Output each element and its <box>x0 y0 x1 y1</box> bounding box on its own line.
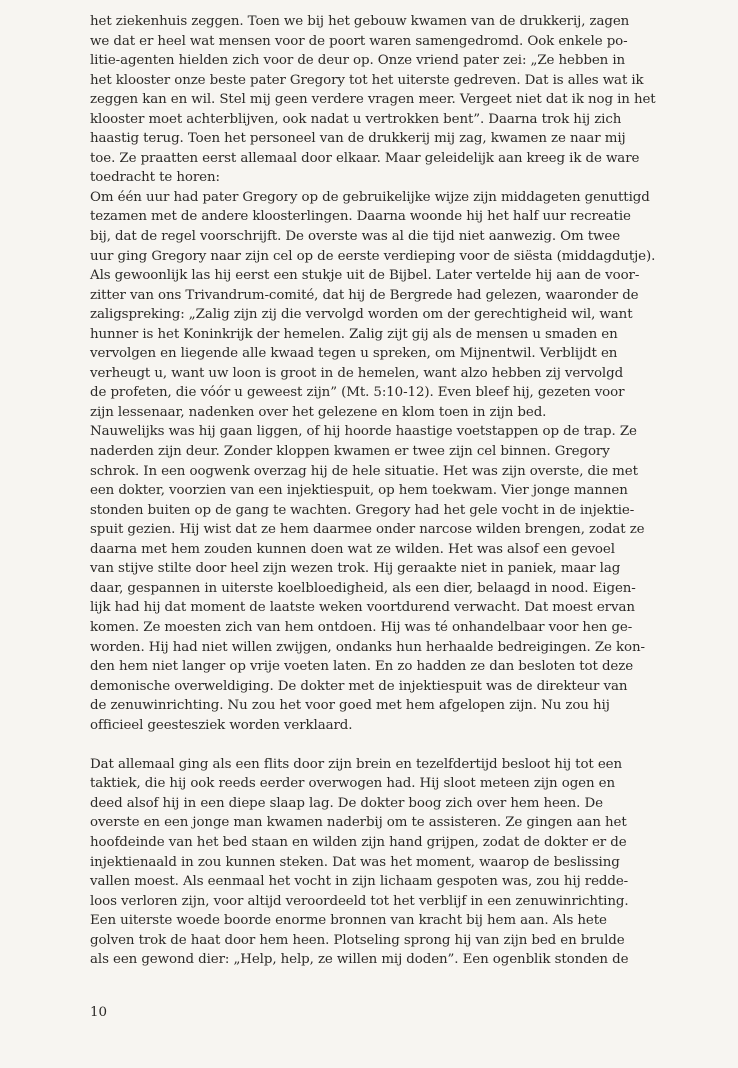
text-line: hoofdeinde van het bed staan en wilden zijn hand grijpen, zodat de dokter er de <box>90 834 627 850</box>
text-line: Een uiterste woede boorde enorme bronnen van kracht bij hem aan. Als hete <box>90 913 607 929</box>
paragraph <box>90 755 658 970</box>
text-line: stonden buiten op de gang te wachten. Gregory had het gele vocht in de injektie- <box>90 502 635 518</box>
text-line: hunner is het Koninkrijk der hemelen. Zalig zijt gij als de mensen u smaden en <box>90 326 618 342</box>
page-number: 10 <box>90 1005 108 1020</box>
text-line: den hem niet langer op vrije voeten laten. En zo hadden ze dan besloten tot deze <box>90 659 634 675</box>
text-line: daar, gespannen in uiterste koelbloedigheid, als een dier, belaagd in nood. Eigen- <box>90 580 636 596</box>
text-line: zaligspreking: „Zalig zijn zij die vervolgd worden om der gerechtigheid wil, want <box>90 307 633 323</box>
text-line: loos verloren zijn, voor altijd veroordeeld tot het verblijf in een zenuwinrichting. <box>90 893 629 909</box>
text-line: verheugt u, want uw loon is groot in de hemelen, want alzo hebben zij vervolgd <box>90 365 624 381</box>
text-line: vallen moest. Als eenmaal het vocht in zijn lichaam gespoten was, zou hij redde- <box>90 874 629 890</box>
text-line: worden. Hij had niet willen zwijgen, ondanks hun herhaalde bedreigingen. Ze kon- <box>90 639 645 655</box>
paragraph <box>90 188 658 423</box>
body-text <box>90 12 658 970</box>
paragraph <box>90 12 658 188</box>
text-line: uur ging Gregory naar zijn cel op de eerste verdieping voor de siësta (middagdutje). <box>90 248 656 264</box>
text-line: schrok. In een oogwenk overzag hij de hele situatie. Het was zijn overste, die met <box>90 463 638 479</box>
text-line: het ziekenhuis zeggen. Toen we bij het gebouw kwamen van de drukkerij, zagen <box>90 14 630 29</box>
text-line: als een gewond dier: „Help, help, ze willen mij doden”. Een ogenblik stonden de <box>90 952 629 968</box>
text-line: Nauwelijks was hij gaan liggen, of hij hoorde haastige voetstappen op de trap. Ze <box>90 424 637 440</box>
paragraph <box>90 422 658 735</box>
text-line: demonische overweldiging. De dokter met de injektiespuit was de direkteur van <box>90 678 628 694</box>
text-line: overste en een jonge man kwamen naderbij om te assisteren. Ze gingen aan het <box>90 815 627 831</box>
text-line: de zenuwinrichting. Nu zou het voor goed met hem afgelopen zijn. Nu zou hij <box>90 698 610 714</box>
text-line: lijk had hij dat moment de laatste weken voortdurend verwacht. Dat moest ervan <box>90 600 635 616</box>
text-line: het klooster onze beste pater Gregory tot het uiterste gedreven. Dat is alles wat ik <box>90 72 644 88</box>
text-line: zeggen kan en wil. Stel mij geen verdere vragen meer. Vergeet niet dat ik nog in het <box>90 92 656 108</box>
text-line: klooster moet achterblijven, ook nadat u vertrokken bent”. Daarna trok hij zich <box>90 111 622 127</box>
text-line: Als gewoonlijk las hij eerst een stukje uit de Bijbel. Later vertelde hij aan de voor- <box>90 268 640 284</box>
text-line: officieel geestesziek worden verklaard. <box>90 717 353 733</box>
text-line: daarna met hem zouden kunnen doen wat ze wilden. Het was alsof een gevoel <box>90 541 615 557</box>
text-line: Om één uur had pater Gregory op de gebruikelijke wijze zijn middageten genuttigd <box>90 189 650 205</box>
text-line: de profeten, die vóór u geweest zijn” (Mt. 5:10-12). Even bleef hij, gezeten voor <box>90 385 625 401</box>
text-line: een dokter, voorzien van een injektiespuit, op hem toekwam. Vier jonge mannen <box>90 483 628 499</box>
text-line: we dat er heel wat mensen voor de poort waren samengedromd. Ook enkele po- <box>90 33 628 49</box>
text-line: toedracht te horen: <box>90 170 220 186</box>
text-line: vervolgen en liegende alle kwaad tegen u spreken, om Mijnentwil. Verblijdt en <box>90 346 618 362</box>
text-line: golven trok de haat door hem heen. Plotseling sprong hij van zijn bed en brulde <box>90 932 625 948</box>
text-line: injektienaald in zou kunnen steken. Dat was het moment, waarop de beslissing <box>90 854 620 870</box>
paragraph-gap <box>90 735 658 755</box>
text-line: bij, dat de regel voorschrijft. De overste was al die tijd niet aanwezig. Om twee <box>90 229 621 245</box>
text-line: taktiek, die hij ook reeds eerder overwogen had. Hij sloot meteen zijn ogen en <box>90 776 616 792</box>
text-line: komen. Ze moesten zich van hem ontdoen. Hij was té onhandelbaar voor hen ge- <box>90 619 633 635</box>
text-line: spuit gezien. Hij wist dat ze hem daarmee onder narcose wilden brengen, zodat ze <box>90 522 645 538</box>
text-line: haastig terug. Toen het personeel van de drukkerij mij zag, kwamen ze naar mij <box>90 131 626 147</box>
text-line: deed alsof hij in een diepe slaap lag. De dokter boog zich over hem heen. De <box>90 795 603 811</box>
text-line: van stijve stilte door heel zijn wezen trok. Hij geraakte niet in paniek, maar lag <box>90 561 621 577</box>
text-line: zitter van ons Trivandrum-comité, dat hij de Bergrede had gelezen, waaronder de <box>90 287 639 303</box>
text-line: zijn lessenaar, nadenken over het gelezene en klom toen in zijn bed. <box>90 404 547 420</box>
text-line: Dat allemaal ging als een flits door zijn brein en tezelfdertijd besloot hij tot een <box>90 756 623 772</box>
text-line: naderden zijn deur. Zonder kloppen kwamen er twee zijn cel binnen. Gregory <box>90 444 610 460</box>
text-line: litie-agenten hielden zich voor de deur op. Onze vriend pater zei: „Ze hebben in <box>90 53 626 69</box>
text-line: toe. Ze praatten eerst allemaal door elkaar. Maar geleidelijk aan kreeg ik de ware <box>90 150 640 166</box>
text-line: tezamen met de andere kloosterlingen. Daarna woonde hij het half uur recreatie <box>90 209 631 225</box>
